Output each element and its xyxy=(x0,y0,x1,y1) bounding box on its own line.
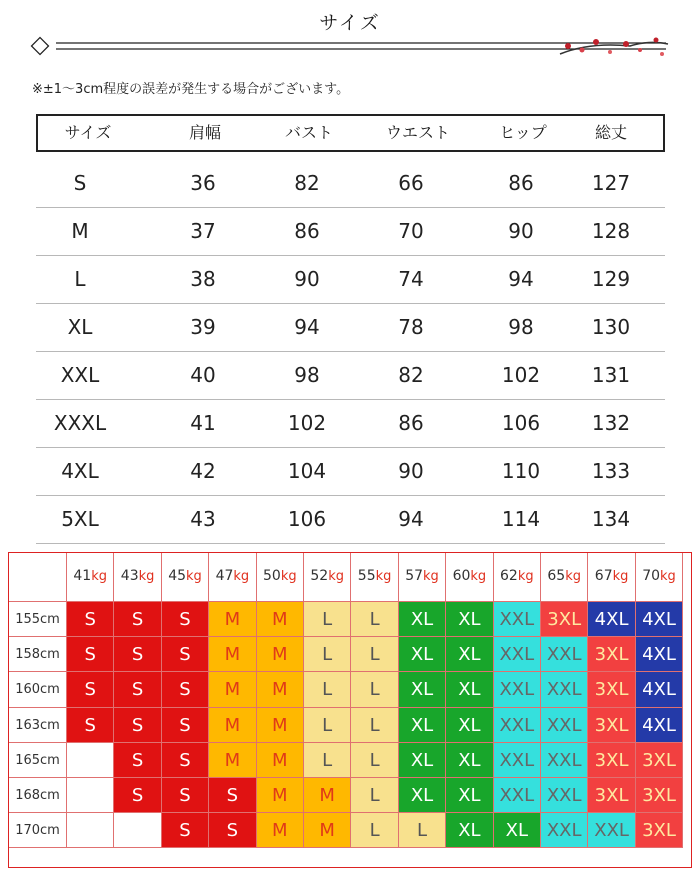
bust-cell: 94 xyxy=(294,315,320,339)
size-cell: XXL xyxy=(60,363,100,387)
size-cell-xxl: XXL xyxy=(541,637,588,672)
waist-cell: 66 xyxy=(398,171,424,195)
weight-unit: kg xyxy=(375,569,392,584)
header-shoulder: 肩幅 xyxy=(188,123,221,142)
length-cell: 131 xyxy=(591,363,631,387)
size-cell-s: S xyxy=(114,602,161,637)
size-cell-m: M xyxy=(209,743,256,778)
bust-cell: 102 xyxy=(287,411,327,435)
size-cell-3xl: 3XL xyxy=(588,672,635,707)
size-cell-s: S xyxy=(162,637,209,672)
shoulder-cell: 37 xyxy=(190,219,216,243)
size-cell: 5XL xyxy=(61,507,99,531)
table-row xyxy=(36,496,665,544)
weight-header xyxy=(209,553,256,602)
size-cell-xl: XL xyxy=(399,708,446,743)
size-cell: 4XL xyxy=(61,459,99,483)
length-cell: 128 xyxy=(591,219,631,243)
size-cell-m: M xyxy=(209,672,256,707)
weight-header xyxy=(257,553,304,602)
size-cell-3xl: 3XL xyxy=(588,778,635,813)
shoulder-cell: 42 xyxy=(190,459,216,483)
size-cell-xxl: XXL xyxy=(541,708,588,743)
size-cell-m: M xyxy=(257,813,304,848)
waist-cell: 70 xyxy=(398,219,424,243)
size-cell-s: S xyxy=(67,708,114,743)
size-cell-xxl: XXL xyxy=(494,637,541,672)
weight-unit: kg xyxy=(186,569,202,584)
height-header: 155cm xyxy=(9,602,67,637)
size-cell-s: S xyxy=(67,672,114,707)
size-cell: M xyxy=(71,219,89,243)
size-cell-l: L xyxy=(351,708,398,743)
size-cell-4xl: 4XL xyxy=(636,672,683,707)
hip-cell: 86 xyxy=(508,171,534,195)
size-cell-s: S xyxy=(162,672,209,707)
size-cell-xxl: XXL xyxy=(494,602,541,637)
hip-cell: 110 xyxy=(501,459,541,483)
size-table-body xyxy=(36,160,665,544)
height-header: 168cm xyxy=(9,778,67,813)
page-title: サイズ xyxy=(319,12,381,34)
length-cell: 129 xyxy=(591,267,631,291)
weight-unit: kg xyxy=(517,569,534,584)
height-header: 158cm xyxy=(9,637,67,672)
size-cell-3xl: 3XL xyxy=(588,637,635,672)
weight-header xyxy=(636,553,683,602)
size-cell-4xl: 4XL xyxy=(636,708,683,743)
size-cell-s: S xyxy=(114,637,161,672)
weight-value: 52 xyxy=(310,568,329,584)
weight-unit: kg xyxy=(91,569,107,584)
size-cell-3xl: 3XL xyxy=(541,602,588,637)
height-header: 160cm xyxy=(9,672,67,707)
size-cell-xl: XL xyxy=(399,637,446,672)
size-cell-xl: XL xyxy=(399,602,446,637)
size-cell-l: L xyxy=(304,602,351,637)
table-row xyxy=(36,256,665,304)
shoulder-cell: 36 xyxy=(190,171,216,195)
decorative-divider xyxy=(30,36,670,58)
bust-cell: 104 xyxy=(287,459,327,483)
size-cell-xl: XL xyxy=(446,602,493,637)
weight-unit: kg xyxy=(612,569,629,584)
size-cell-xl: XL xyxy=(446,708,493,743)
size-table-header xyxy=(36,114,665,152)
waist-cell: 82 xyxy=(398,363,424,387)
size-cell-s: S xyxy=(162,743,209,778)
plum-blossom-icon xyxy=(560,38,668,57)
weight-value: 45 xyxy=(168,568,187,584)
weight-unit: kg xyxy=(138,569,155,584)
size-cell-s: S xyxy=(162,778,209,813)
size-cell-l: L xyxy=(351,743,398,778)
size-cell-xxl: XXL xyxy=(494,708,541,743)
size-cell: XXXL xyxy=(53,411,107,435)
weight-unit: kg xyxy=(470,569,487,584)
size-cell-xxl: XXL xyxy=(588,813,635,848)
size-cell-s: S xyxy=(162,813,209,848)
table-row xyxy=(36,304,665,352)
weight-value: 41 xyxy=(73,568,92,584)
weight-value: 62 xyxy=(499,568,518,584)
table-row xyxy=(36,400,665,448)
size-cell-4xl: 4XL xyxy=(588,602,635,637)
size-cell-xl: XL xyxy=(446,778,493,813)
bust-cell: 106 xyxy=(287,507,327,531)
empty-cell xyxy=(114,813,161,848)
shoulder-cell: 38 xyxy=(190,267,216,291)
size-cell-xxl: XXL xyxy=(541,778,588,813)
size-cell-m: M xyxy=(209,602,256,637)
size-cell-xxl: XXL xyxy=(541,743,588,778)
header-size: サイズ xyxy=(64,123,112,142)
hip-cell: 102 xyxy=(501,363,541,387)
weight-unit: kg xyxy=(423,569,439,584)
weight-value: 67 xyxy=(594,568,613,584)
waist-cell: 86 xyxy=(398,411,424,435)
size-cell-xl: XL xyxy=(446,743,493,778)
bust-cell: 86 xyxy=(294,219,320,243)
weight-header xyxy=(67,553,114,602)
size-cell-s: S xyxy=(67,602,114,637)
weight-unit: kg xyxy=(660,569,676,584)
weight-value: 60 xyxy=(452,568,471,584)
hip-cell: 106 xyxy=(501,411,541,435)
length-cell: 134 xyxy=(591,507,631,531)
size-cell-xl: XL xyxy=(446,672,493,707)
size-cell-s: S xyxy=(67,637,114,672)
length-cell: 127 xyxy=(591,171,631,195)
size-cell-m: M xyxy=(257,778,304,813)
size-cell-xxl: XXL xyxy=(494,672,541,707)
size-cell-3xl: 3XL xyxy=(588,708,635,743)
table-row xyxy=(36,160,665,208)
size-cell-m: M xyxy=(257,637,304,672)
bust-cell: 82 xyxy=(294,171,320,195)
weight-value: 65 xyxy=(547,568,566,584)
size-cell-m: M xyxy=(304,778,351,813)
header-length: 総丈 xyxy=(594,123,627,142)
waist-cell: 90 xyxy=(398,459,424,483)
measurement-note: ※±1～3cm程度の誤差が発生する場合がございます。 xyxy=(32,82,350,97)
size-cell-l: L xyxy=(351,672,398,707)
size-cell-s: S xyxy=(209,813,256,848)
size-cell-xxl: XXL xyxy=(541,813,588,848)
weight-value: 43 xyxy=(120,568,139,584)
waist-cell: 78 xyxy=(398,315,424,339)
size-cell-s: S xyxy=(114,743,161,778)
bust-cell: 98 xyxy=(294,363,320,387)
bust-cell: 90 xyxy=(294,267,320,291)
size-cell-s: S xyxy=(114,672,161,707)
size-cell-l: L xyxy=(304,637,351,672)
size-cell-s: S xyxy=(209,778,256,813)
size-cell-m: M xyxy=(209,637,256,672)
shoulder-cell: 39 xyxy=(190,315,216,339)
weight-unit: kg xyxy=(328,569,344,584)
hip-cell: 90 xyxy=(508,219,534,243)
height-header: 165cm xyxy=(9,743,67,778)
size-cell-xl: XL xyxy=(494,813,541,848)
corner-cell xyxy=(9,553,67,602)
empty-cell xyxy=(67,778,114,813)
weight-value: 50 xyxy=(262,568,281,584)
weight-header xyxy=(114,553,161,602)
hip-cell: 98 xyxy=(508,315,534,339)
size-cell-l: L xyxy=(304,743,351,778)
weight-value: 55 xyxy=(357,568,376,584)
size-cell-3xl: 3XL xyxy=(636,813,683,848)
weight-header xyxy=(588,553,635,602)
size-cell-3xl: 3XL xyxy=(636,743,683,778)
empty-cell xyxy=(67,743,114,778)
size-cell-l: L xyxy=(351,778,398,813)
shoulder-cell: 40 xyxy=(190,363,216,387)
size-cell-l: L xyxy=(399,813,446,848)
size-cell: XL xyxy=(67,315,93,339)
size-cell-s: S xyxy=(114,708,161,743)
header-waist: ウエスト xyxy=(385,123,450,142)
size-cell: S xyxy=(73,171,87,195)
weight-header xyxy=(399,553,446,602)
length-cell: 133 xyxy=(591,459,631,483)
header-hip: ヒップ xyxy=(499,123,547,142)
height-header: 170cm xyxy=(9,813,67,848)
size-cell-l: L xyxy=(304,708,351,743)
size-cell-m: M xyxy=(257,602,304,637)
weight-unit: kg xyxy=(565,569,581,584)
weight-unit: kg xyxy=(280,569,297,584)
weight-value: 47 xyxy=(215,568,234,584)
waist-cell: 94 xyxy=(398,507,424,531)
table-row xyxy=(36,352,665,400)
size-cell-xl: XL xyxy=(446,637,493,672)
size-cell-xl: XL xyxy=(399,672,446,707)
weight-header xyxy=(351,553,398,602)
size-cell-m: M xyxy=(257,672,304,707)
size-cell-l: L xyxy=(351,813,398,848)
size-cell-4xl: 4XL xyxy=(636,637,683,672)
weight-header xyxy=(304,553,351,602)
weight-unit: kg xyxy=(233,569,250,584)
size-cell-m: M xyxy=(257,708,304,743)
size-cell-xxl: XXL xyxy=(494,743,541,778)
size-cell: L xyxy=(74,267,86,291)
weight-header xyxy=(446,553,493,602)
size-cell-s: S xyxy=(162,708,209,743)
size-cell-l: L xyxy=(351,637,398,672)
empty-cell xyxy=(67,813,114,848)
size-cell-s: S xyxy=(114,778,161,813)
weight-height-size-chart xyxy=(8,552,692,868)
size-cell-xl: XL xyxy=(446,813,493,848)
size-cell-m: M xyxy=(304,813,351,848)
size-cell-m: M xyxy=(257,743,304,778)
weight-header xyxy=(162,553,209,602)
weight-value: 57 xyxy=(405,568,424,584)
size-cell-l: L xyxy=(351,602,398,637)
size-cell-xl: XL xyxy=(399,778,446,813)
length-cell: 130 xyxy=(591,315,631,339)
shoulder-cell: 43 xyxy=(190,507,216,531)
hip-cell: 94 xyxy=(508,267,534,291)
hip-cell: 114 xyxy=(501,507,541,531)
weight-header xyxy=(494,553,541,602)
size-cell-s: S xyxy=(162,602,209,637)
table-row xyxy=(36,208,665,256)
waist-cell: 74 xyxy=(398,267,424,291)
size-cell-xxl: XXL xyxy=(541,672,588,707)
length-cell: 132 xyxy=(591,411,631,435)
weight-value: 70 xyxy=(642,568,661,584)
size-cell-l: L xyxy=(304,672,351,707)
header-bust: バスト xyxy=(284,123,333,142)
height-header: 163cm xyxy=(9,708,67,743)
table-row xyxy=(36,448,665,496)
size-cell-xl: XL xyxy=(399,743,446,778)
size-cell-m: M xyxy=(209,708,256,743)
shoulder-cell: 41 xyxy=(190,411,216,435)
weight-header xyxy=(541,553,588,602)
size-cell-xxl: XXL xyxy=(494,778,541,813)
size-cell-4xl: 4XL xyxy=(636,602,683,637)
size-cell-3xl: 3XL xyxy=(636,778,683,813)
size-cell-3xl: 3XL xyxy=(588,743,635,778)
